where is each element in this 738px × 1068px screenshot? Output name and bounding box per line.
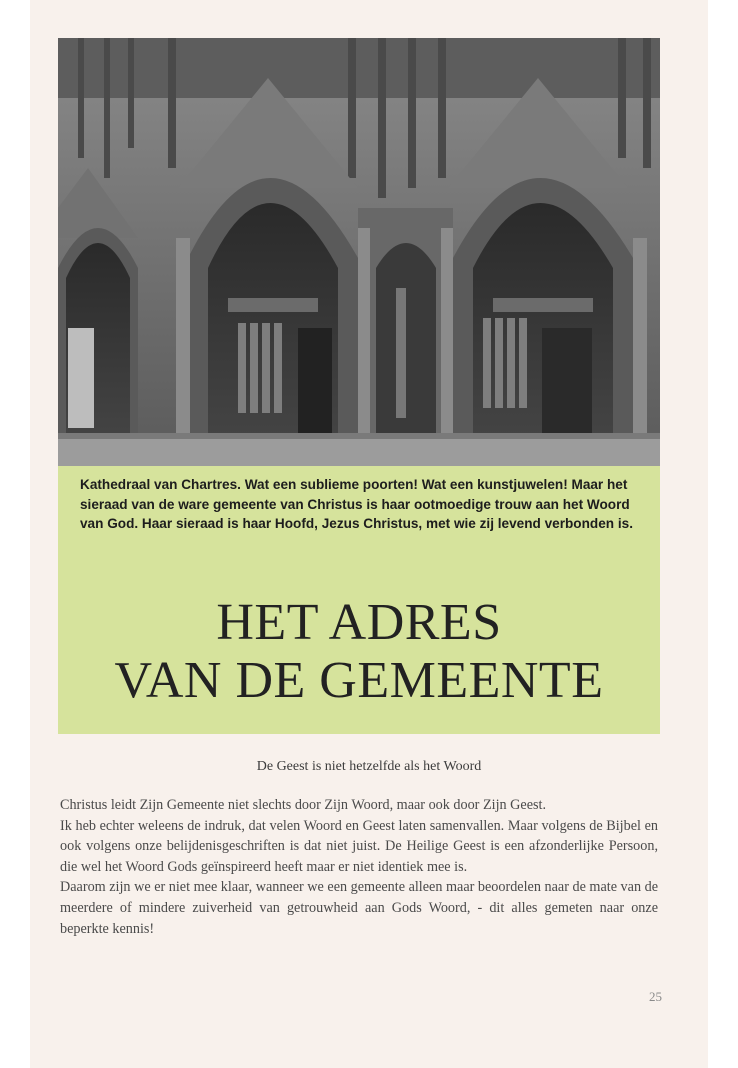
cathedral-photo: [58, 38, 660, 466]
section-subtitle: De Geest is niet hetzelfde als het Woord: [256, 759, 482, 774]
page-title: [58, 594, 660, 710]
paragraph: Daarom zijn we er niet mee klaar, wanneer we een gemeente alleen maar beoordelen naar de mate van de meerdere of mindere zuiverheid van getrouwheid aan Gods Woord, - dit alles gemeten naar onze beperkte kennis!: [60, 879, 658, 937]
title-line-1: HET ADRES: [216, 594, 502, 651]
photo-caption: Kathedraal van Chartres. Wat een sublieme poorten! Wat een kunstjuwelen! Maar het sieraad van de ware gemeente van Christus is haar ootmoedige trouw aan het Woord van God. Haar sieraad is haar Hoofd, Jezus Christus, met wie zij levend verbonden is.: [80, 477, 633, 532]
page-number: 25: [649, 989, 662, 1004]
cathedral-portal-image: [58, 38, 660, 466]
caption-box: [58, 466, 660, 734]
paragraph: Christus leidt Zijn Gemeente niet slechts door Zijn Woord, maar ook door Zijn Geest.: [60, 797, 546, 813]
body-text: [60, 795, 658, 939]
paragraph: Ik heb echter weleens de indruk, dat velen Woord en Geest laten samenvallen. Maar volgens de Bijbel en ook volgens onze belijdenisgeschriften is dat niet juist. De Heilige Geest is een afzonderlijke Persoon, die wel het Woord Gods geïnspireerd heeft maar er niet identiek mee is.: [60, 817, 658, 875]
title-line-2: VAN DE GEMEENTE: [114, 652, 604, 709]
